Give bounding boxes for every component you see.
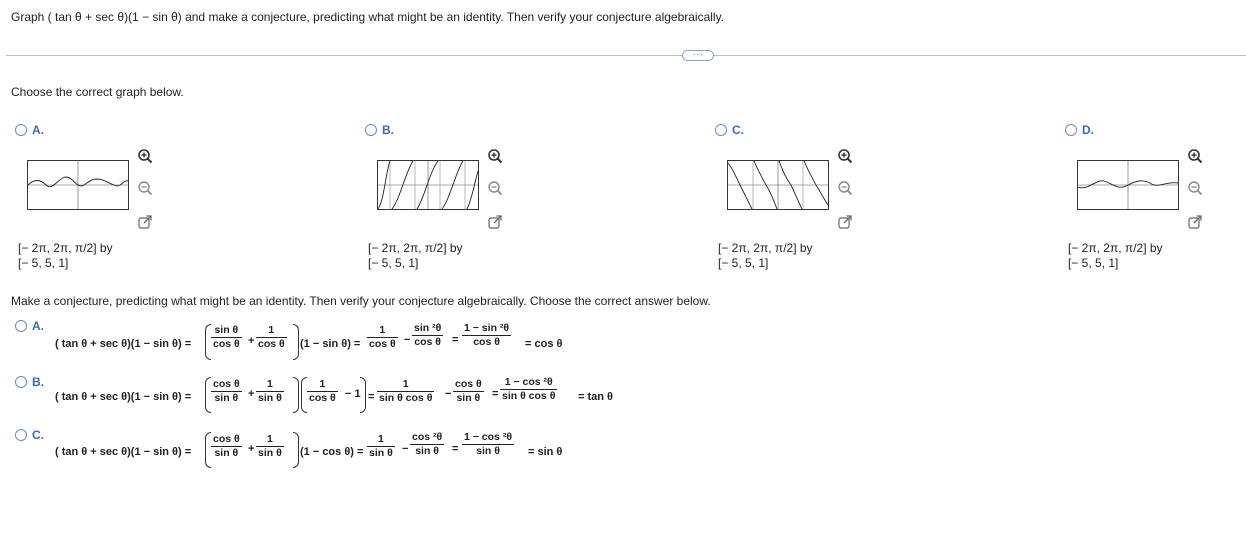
- expression: (1 − sin θ) =: [300, 338, 361, 350]
- operator: =: [368, 391, 375, 403]
- operator: +: [248, 335, 255, 347]
- radio-button[interactable]: [15, 376, 27, 388]
- operator: =: [452, 334, 459, 346]
- graph-range: [− 2π, 2π, π/2] by [− 5, 5, 1]: [718, 241, 813, 270]
- lhs-expression: ( tan θ + sec θ)(1 − sin θ) =: [55, 391, 192, 403]
- operator: −: [404, 334, 411, 346]
- expression: (1 − cos θ) =: [300, 446, 364, 458]
- fraction: $\frac{\text{cos ²θ}}{\text{sin θ}}$: [412, 431, 443, 457]
- open-new-window-icon[interactable]: [1187, 214, 1203, 233]
- lhs-expression: ( tan θ + sec θ)(1 − sin θ) =: [55, 446, 192, 458]
- radio-button[interactable]: [15, 320, 27, 332]
- graph-plot: [378, 161, 478, 209]
- fraction: $\frac{1}{\text{cos θ}}$: [309, 378, 336, 404]
- option-label: A.: [32, 123, 44, 137]
- operator: − 1: [345, 388, 361, 400]
- graph-thumbnail[interactable]: [27, 160, 129, 210]
- right-paren: [293, 324, 299, 360]
- zoom-out-icon[interactable]: [137, 180, 153, 199]
- conjecture-prompt: Make a conjecture, predicting what might be an identity. Then verify your conjecture algebraically. Choose the correct answer below.: [11, 294, 711, 308]
- fraction: $\frac{1}{\text{sin θ}}$: [369, 433, 393, 459]
- operator: =: [492, 388, 499, 400]
- option-label: C.: [732, 123, 744, 137]
- graph-prompt: Choose the correct graph below.: [11, 85, 184, 99]
- operator: +: [248, 443, 255, 455]
- graph-range: [− 2π, 2π, π/2] by [− 5, 5, 1]: [1068, 241, 1163, 270]
- radio-button[interactable]: [1065, 124, 1077, 136]
- graph-option-c[interactable]: [715, 123, 865, 273]
- right-paren: [360, 377, 366, 413]
- open-new-window-icon[interactable]: [137, 214, 153, 233]
- operator: +: [248, 388, 255, 400]
- option-label: B.: [382, 123, 394, 137]
- radio-button[interactable]: [365, 124, 377, 136]
- fraction: $\frac{1}{\text{cos θ}}$: [369, 324, 396, 350]
- answer-option-b[interactable]: [15, 374, 635, 420]
- result: = tan θ: [578, 391, 613, 403]
- result: = sin θ: [528, 446, 563, 458]
- graph-option-b[interactable]: [365, 123, 515, 273]
- option-label: B.: [32, 375, 44, 389]
- fraction: $\frac{\text{cos θ}}{\text{sin θ}}$: [455, 378, 482, 404]
- fraction: $\frac{\text{sin ²θ}}{\text{cos θ}}$: [414, 322, 442, 348]
- open-new-window-icon[interactable]: [837, 214, 853, 233]
- graph-plot: [28, 161, 128, 209]
- fraction: $\frac{\text{sin θ}}{\text{cos θ}}$: [213, 324, 240, 350]
- fraction: $\frac{\text{1 − cos ²θ}}{\text{sin θ cos θ}}$: [502, 376, 556, 402]
- fraction: $\frac{1}{\text{sin θ}}$: [258, 433, 282, 459]
- fraction: $\frac{1}{\text{sin θ}}$: [258, 378, 282, 404]
- zoom-in-icon[interactable]: [1187, 148, 1203, 167]
- right-paren: [293, 432, 299, 468]
- graph-plot: [1078, 161, 1178, 209]
- right-paren: [293, 377, 299, 413]
- fraction: $\frac{1}{\text{cos θ}}$: [258, 324, 285, 350]
- question-text: Graph ( tan θ + sec θ)(1 − sin θ) and make a conjecture, predicting what might be an identity. Then verify your conjecture algebraically.: [11, 10, 725, 24]
- result: = cos θ: [525, 338, 563, 350]
- zoom-out-icon[interactable]: [487, 180, 503, 199]
- radio-button[interactable]: [715, 124, 727, 136]
- graph-range: [− 2π, 2π, π/2] by [− 5, 5, 1]: [368, 241, 463, 270]
- fraction: $\frac{\text{1 − sin ²θ}}{\text{cos θ}}$: [464, 322, 510, 348]
- open-new-window-icon[interactable]: [487, 214, 503, 233]
- operator: −: [402, 443, 409, 455]
- graph-option-d[interactable]: [1065, 123, 1215, 273]
- graph-plot: [728, 161, 828, 209]
- zoom-in-icon[interactable]: [487, 148, 503, 167]
- zoom-in-icon[interactable]: [837, 148, 853, 167]
- option-label: D.: [1082, 123, 1094, 137]
- fraction: $\frac{1}{\text{sin θ cos θ}}$: [379, 378, 433, 404]
- graph-thumbnail[interactable]: [727, 160, 829, 210]
- more-button[interactable]: ···: [682, 50, 714, 61]
- option-label: C.: [32, 428, 44, 442]
- option-label: A.: [32, 319, 44, 333]
- graph-thumbnail[interactable]: [1077, 160, 1179, 210]
- zoom-out-icon[interactable]: [837, 180, 853, 199]
- answer-option-c[interactable]: [15, 427, 635, 473]
- zoom-out-icon[interactable]: [1187, 180, 1203, 199]
- zoom-in-icon[interactable]: [137, 148, 153, 167]
- graph-option-a[interactable]: [15, 123, 165, 273]
- graph-thumbnail[interactable]: [377, 160, 479, 210]
- answer-option-a[interactable]: [15, 318, 635, 364]
- radio-button[interactable]: [15, 124, 27, 136]
- radio-button[interactable]: [15, 429, 27, 441]
- fraction: $\frac{\text{cos θ}}{\text{sin θ}}$: [213, 378, 240, 404]
- operator: =: [452, 443, 459, 455]
- divider: [6, 55, 1246, 56]
- operator: −: [445, 388, 452, 400]
- graph-range: [− 2π, 2π, π/2] by [− 5, 5, 1]: [18, 241, 113, 270]
- fraction: $\frac{\text{cos θ}}{\text{sin θ}}$: [213, 433, 240, 459]
- fraction: $\frac{\text{1 − cos ²θ}}{\text{sin θ}}$: [464, 431, 512, 457]
- lhs-expression: ( tan θ + sec θ)(1 − sin θ) =: [55, 338, 192, 350]
